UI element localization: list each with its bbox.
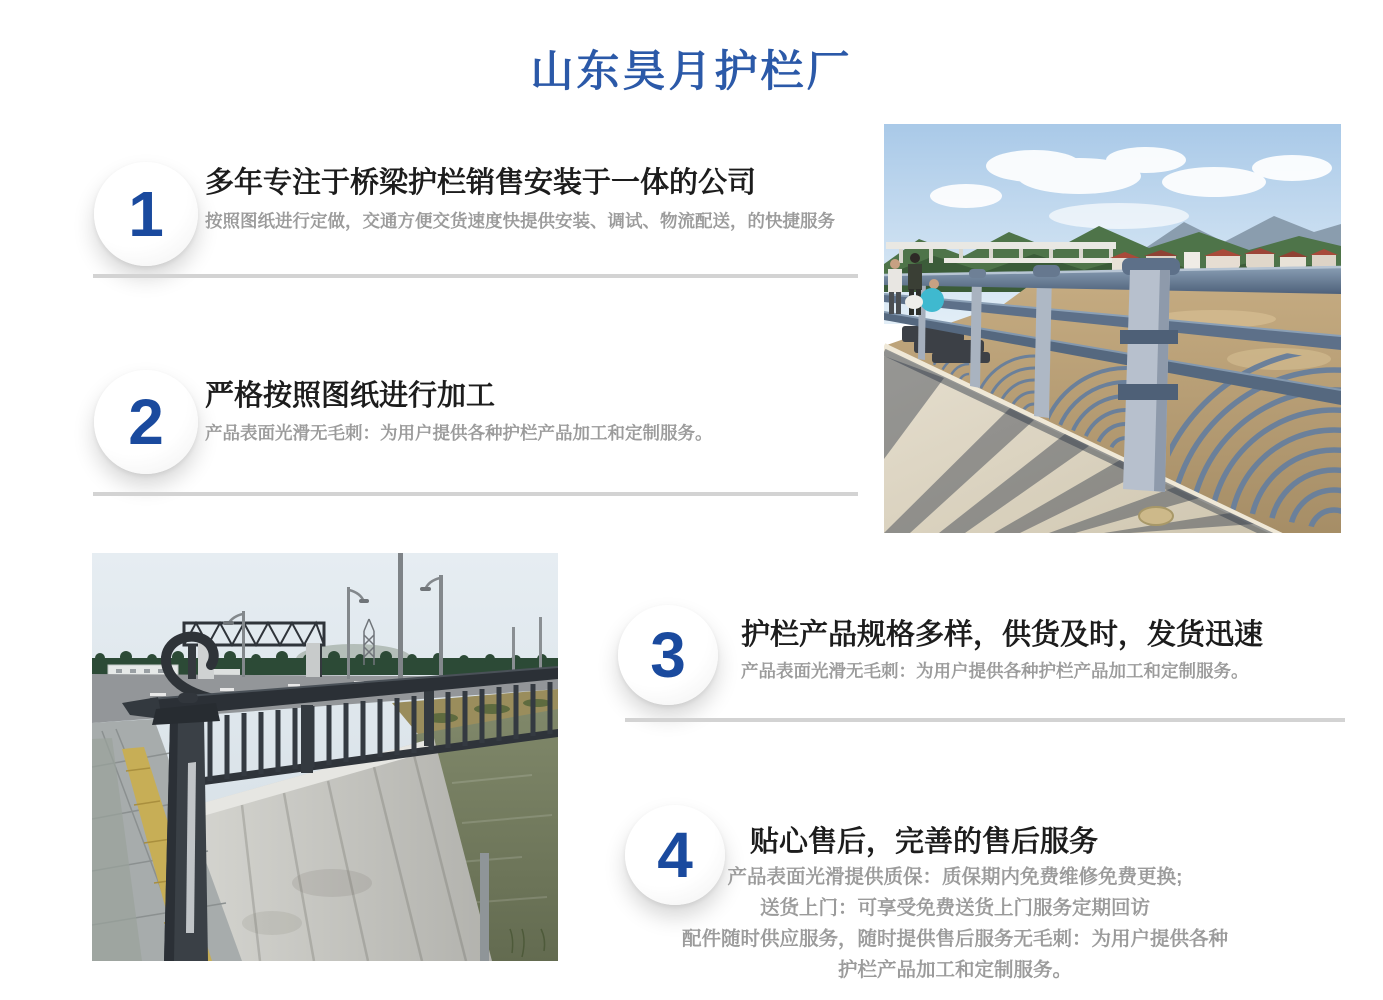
- feature-1-number: 1: [128, 178, 164, 250]
- feature-3-number-badge: [618, 605, 718, 705]
- feature-4-number: 4: [657, 819, 693, 891]
- river-bridge-guardrail-photo-graphic: [92, 553, 558, 961]
- divider-3: [625, 718, 1345, 722]
- feature-4-description-line: 配件随时供应服务，随时提供售后服务无毛刺：为用户提供各种: [681, 928, 1228, 950]
- feature-4-description-line: 产品表面光滑提供质保：质保期内免费维修免费更换;: [727, 866, 1183, 888]
- feature-3-heading: 护栏产品规格多样，供货及时，发货迅速: [741, 619, 1264, 651]
- feature-2-description: 产品表面光滑无毛刺：为用户提供各种护栏产品加工和定制服务。: [205, 423, 713, 443]
- bollard: [480, 853, 489, 961]
- feature-2-number-badge: [94, 370, 198, 474]
- feature-1-number-badge: [94, 162, 198, 266]
- bridge-guardrail-photo-graphic: [884, 124, 1341, 533]
- feature-2-number: 2: [128, 386, 164, 458]
- feature-2-heading: 严格按照图纸进行加工: [205, 380, 496, 412]
- feature-4-description-line: 送货上门：可享受免费送货上门服务定期回访: [759, 897, 1150, 919]
- feature-4-heading: 贴心售后，完善的售后服务: [750, 826, 1099, 858]
- feature-1-description: 按照图纸进行定做，交通方便交货速度快提供安装、调试、物流配送，的快捷服务: [205, 211, 835, 231]
- river-bridge-guardrail-photo: [92, 553, 558, 961]
- feature-4-description-line: 护栏产品加工和定制服务。: [837, 959, 1072, 981]
- feature-4-description: [610, 862, 1300, 986]
- bridge-guardrail-photo: [884, 124, 1341, 533]
- feature-3-description: 产品表面光滑无毛刺：为用户提供各种护栏产品加工和定制服务。: [741, 661, 1249, 681]
- divider-1: [93, 274, 858, 278]
- page-title: 山东昊月护栏厂: [530, 48, 853, 96]
- feature-1-heading: 多年专注于桥梁护栏销售安装于一体的公司: [205, 167, 757, 199]
- divider-2: [93, 492, 858, 496]
- feature-3-number: 3: [650, 619, 686, 691]
